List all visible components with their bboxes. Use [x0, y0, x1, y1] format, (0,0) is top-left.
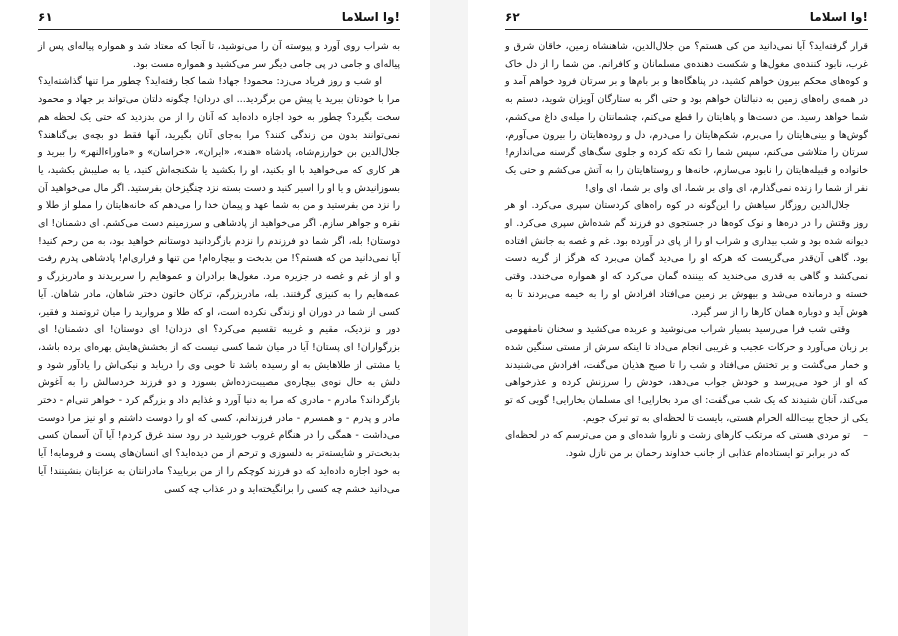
paragraph: قرار گرفته‌اید؟ آیا نمی‌دانید من کی هستم؟ من جلال‌الدین، شاهنشاه زمین، خاقان شرق و غرب، نابود کننده‌ی مغول‌ها و شکست دهنده‌ی مسلمانان و کافرانم. من شما را از دل خاک و کوه‌های محکم بیرون خواهم کشید، در پناهگاه‌ها و بر بام‌ها و بر سرتان فرود خواهم آمد و در همه‌ی راه‌های زمین به دنبالتان خواهم بود و حتی اگر به ستارگان آویزان شوید، دستم به شما خواهد رسید. من دست‌ها و پاهایتان را قطع می‌کنم، چشمانتان را میله‌ی داغ می‌کشم، گوش‌ها و بینی‌هایتان را می‌برم، شکم‌هایتان را می‌درم، دل و روده‌هایتان را بیرون می‌آورم، سرتان را متلاشی می‌کنم، سپس شما را تکه تکه کرده و جلوی سگ‌های گرسنه می‌اندازم! خانواده و قبیله‌هایتان را نابود می‌سازم، خانه‌ها و روستاهایتان را به آتش می‌کشم و حتی یک نفر از شما را زنده نمی‌گذارم، ای وای بر شما، ای وای بر شما، ای وای!: [505, 41, 868, 194]
dialogue-text: تو مردی هستی که مرتکب کارهای زشت و ناروا شده‌ای و من می‌ترسم که در لحظه‌ای که در برابر تو ایستاده‌ام عذابی از جانب خداوند رحمان بر من نازل شود.: [505, 430, 850, 460]
left-page: [0, 0, 430, 636]
left-page-number: ۶۱: [38, 10, 53, 24]
right-header-rule: [505, 29, 868, 30]
dialogue-dash: –: [863, 430, 868, 442]
paragraph: او شب و روز فریاد می‌زد: محمود! جهاد! شما کجا رفته‌اید؟ چطور مرا تنها گذاشته‌اید؟ مرا با خودتان ببرید یا پیش من برگردید... ای دردان! چگونه دلتان می‌تواند بر جهاد و محمود سخت بگیرد؟ چطور به خود اجازه داده‌اید که آنان را از من بدزدید که حتی یک لحظه هم نمی‌توانند بدون من زندگی کنند؟ مرا به‌جای آنان بگیرید، آنها فقط دو بچه‌ی بی‌گناهند؟ جلال‌الدین بن خوارزم‌شاه، پادشاه «هند»، «ایران»، «خراسان» و «ماوراءالنهر» را ببرید و هر کاری که می‌خواهید با او بکنید، او را بکشید یا شکنجه‌اش کنید، یا به صلیبش بکشید، یا بسوزانیدش و یا او را اسیر کنید و دست بسته نزد چنگیزخان بفرستید. اگر مال می‌خواهید آن را نزد من بفرستید و من به شما عهد و پیمان خدا را می‌دهم که خانه‌هایتان را مملو از طلا و نقره و جواهر سازم. اگر می‌خواهید از پادشاهی و سرزمینم دست می‌کشم. ای دشمنان! ای دوستان! بله، اگر شما دو فرزندم را نزدم بازگردانید دوستانم خواهید بود، به من رحم کنید! آیا نمی‌دانید من که هستم؟! من بدبخت و بیچاره‌ام! من تنها و فراری‌ام! پادشاهی پدرم رفت و او از غم و غصه در جزیره مرد. مغول‌ها برادران و عموهایم را سربریدند و مادربزرگ و عمه‌هایم را به کنیزی گرفتند. بله، مادربزرگم، ترکان خاتون دختر شاهان، مادر شاهان. آیا کسی از شما در دوران او زندگی نکرده است، او که طلا و مروارید را میان ثروتمند و فقیر، دور و نزدیک، مقیم و غریبه تقسیم می‌کرد؟ ای دزدان! ای دوستان! ای دشمنان! ای بزرگواران! ای پستان! آیا در میان شما کسی نیست که از بخشش‌هایش بهره‌ای برده باشد، یا مشتی از طلاهایش به او رسیده باشد تا خوبی وی را دریابد و نیکی‌اش را یادآور شود و دلش به حال نوه‌ی بیچاره‌ی مصیبت‌زده‌اش بسوزد و دو فرزند خردسالش را به آغوش بازگرداند؟ مادرم - مادری که مرا به دنیا آورد و غذایم داد و بزرگم کرد - خواهر تنی‌ام - دختر مادر و پدرم - و همسرم - مادر فرزندانم، کسی که او را دوست داشتم و او نیز مرا دوست می‌داشت - همگی را در هنگام غروب خورشید در رود سند غرق کردم! آیا آن آسمان کسی بدبخت‌تر و شایسته‌تر به دلسوزی و ترحم از من دیده‌اید؟ ای انسان‌های پست و فرومایه! آیا به خود اجازه داده‌اید که دو فرزند کوچکم را از من بربایید؟ مادرانتان به عزایتان بنشینند! آیا می‌دانید خشم چه کسی را برانگیخته‌اید و در عذاب چه کسی: [38, 76, 400, 495]
dialogue-item: [505, 427, 868, 462]
right-page: [468, 0, 898, 636]
paragraph: وقتی شب فرا می‌رسید بسیار شراب می‌نوشید و عربده می‌کشید و سخنان نامفهومی بر زبان می‌آورد و حرکات عجیب و غریبی انجام می‌داد تا اینکه سرش از مستی سنگین شده و خمار می‌گشت و بر تختش می‌افتاد و شب را تا صبح هذیان می‌گفت، افرادش می‌شنیدند که او از خود می‌پرسد و خودش جواب می‌دهد، خودش را سرزنش کرده و عذرخواهی می‌کند، آنان شنیدند که یک شب می‌گفت: ای مرد بخارایی! ای مسلمان بخارایی! گویی که تو یکی از حجاج بیت‌الله الحرام هستی، بایست تا لحظه‌ای به تو تبرک جویم.: [505, 324, 868, 424]
paragraph: جلال‌الدین روزگار سیاهش را این‌گونه در کوه راه‌های کردستان سپری می‌کرد. او هر روز وقتش را در دره‌ها و نوک کوه‌ها در جستجوی دو فرزند گم شده‌اش سپری می‌کرد. او دیوانه شده بود و شب بیداری و شراب او را از پای در آورده بود. غم و غصه به جانش افتاده بود. گاهی آن‌قدر می‌گریست که هرکه او را می‌دید گمان می‌برد که هرگز از گریه دست نمی‌کشد و گاهی به قدری می‌خندید که بیننده گمان می‌کرد که او همواره می‌خندد. وقتی خسته و درمانده می‌شد و بیهوش بر زمین می‌افتاد افرادش او را به خیمه می‌بردند تا به هوش آید و دوباره همان کارها را از سر گیرد.: [505, 200, 868, 318]
right-page-running-title: وا اسلاما!: [809, 10, 868, 24]
left-page-running-title: وا اسلاما!: [341, 10, 400, 24]
book-gutter: [430, 0, 468, 636]
paragraph: به شراب روی آورد و پیوسته آن را می‌نوشید، تا آنجا که معتاد شد و همواره پیاله‌ای پس از پیاله‌ای و جامی در پی جامی دیگر سر می‌کشید و همواره مست بود.: [38, 41, 400, 70]
right-page-body: [505, 38, 868, 463]
right-page-header: [505, 6, 868, 28]
left-page-header: [38, 6, 400, 28]
left-header-rule: [38, 29, 400, 30]
right-page-number: ۶۲: [505, 10, 520, 24]
left-page-body: [38, 38, 400, 498]
